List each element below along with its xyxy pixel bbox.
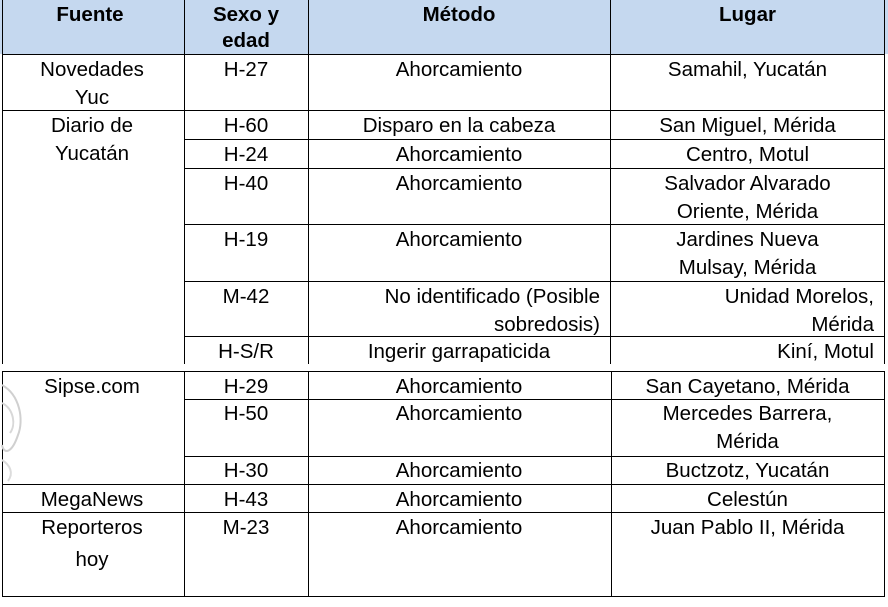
grid-line <box>2 371 885 372</box>
grid-line <box>184 456 885 457</box>
cell-lugar: San Cayetano, Mérida <box>645 375 850 398</box>
cell-metodo: No identificado (Posible <box>384 285 600 308</box>
cell-lugar: Samahil, Yucatán <box>667 58 828 81</box>
grid-line <box>184 168 885 169</box>
cell-fuente: Novedades <box>40 58 144 81</box>
cell-lugar: Celestún <box>707 488 788 511</box>
watermark-icon <box>0 375 30 485</box>
cell-lugar: Juan Pablo II, Mérida <box>650 516 845 539</box>
grid-line <box>2 54 885 55</box>
header-sexo-line2: edad <box>222 29 270 52</box>
cell-metodo: Ahorcamiento <box>395 228 523 251</box>
cell-fuente: hoy <box>75 548 109 571</box>
cell-lugar: Mercedes Barrera, <box>662 402 833 425</box>
cell-metodo: Ahorcamiento <box>395 58 523 81</box>
cell-lugar: Mérida <box>811 313 874 336</box>
cell-fuente: Yucatán <box>54 142 130 165</box>
cell-metodo: Ingerir garrapaticida <box>367 340 551 363</box>
cell-metodo: Disparo en la cabeza <box>362 114 556 137</box>
cell-metodo: sobredosis) <box>494 313 600 336</box>
cell-sexo-edad: H-S/R <box>218 340 274 363</box>
cell-fuente: Reporteros <box>41 516 143 539</box>
grid-line <box>2 484 885 485</box>
cell-sexo-edad: H-19 <box>223 228 269 251</box>
cell-lugar: Mulsay, Mérida <box>678 256 817 279</box>
cell-sexo-edad: H-43 <box>223 488 269 511</box>
cell-lugar: San Miguel, Mérida <box>659 114 836 137</box>
grid-line <box>184 281 885 282</box>
cell-sexo-edad: H-24 <box>223 143 269 166</box>
cell-sexo-edad: H-60 <box>223 114 269 137</box>
cell-metodo: Ahorcamiento <box>395 375 523 398</box>
cell-lugar: Unidad Morelos, <box>724 285 874 308</box>
cell-metodo: Ahorcamiento <box>395 143 523 166</box>
header-metodo: Método <box>422 3 496 26</box>
header-fuente: Fuente <box>56 3 124 26</box>
cell-sexo-edad: H-40 <box>223 172 269 195</box>
cell-metodo: Ahorcamiento <box>395 402 523 425</box>
header-lugar: Lugar <box>719 3 776 26</box>
cell-sexo-edad: H-29 <box>223 375 269 398</box>
cell-sexo-edad: H-50 <box>223 402 269 425</box>
cell-lugar: Salvador Alvarado <box>664 172 831 195</box>
cell-fuente: MegaNews <box>40 488 144 511</box>
header-sexo-line1: Sexo y <box>212 3 280 26</box>
cell-sexo-edad: M-23 <box>222 516 270 539</box>
grid-line <box>184 336 885 337</box>
cell-fuente: Yuc <box>74 86 110 109</box>
grid-line <box>2 512 885 513</box>
grid-line <box>2 596 885 597</box>
cell-metodo: Ahorcamiento <box>395 172 523 195</box>
cell-metodo: Ahorcamiento <box>395 488 523 511</box>
cell-fuente: Sipse.com <box>44 375 140 398</box>
cell-sexo-edad: M-42 <box>222 285 270 308</box>
cell-lugar: Kiní, Motul <box>777 340 874 363</box>
cell-fuente: Diario de <box>50 114 134 137</box>
cell-metodo: Ahorcamiento <box>395 516 523 539</box>
cell-lugar: Jardines Nueva <box>676 228 819 251</box>
cell-lugar: Mérida <box>716 430 779 453</box>
cell-lugar: Buctzotz, Yucatán <box>665 459 830 482</box>
grid-line <box>184 139 885 140</box>
cell-sexo-edad: H-27 <box>223 58 269 81</box>
grid-line <box>184 399 885 400</box>
cell-lugar: Centro, Motul <box>685 143 810 166</box>
grid-line <box>184 224 885 225</box>
cell-sexo-edad: H-30 <box>223 459 269 482</box>
cell-metodo: Ahorcamiento <box>395 459 523 482</box>
cell-lugar: Oriente, Mérida <box>676 200 819 223</box>
grid-line <box>2 110 885 111</box>
